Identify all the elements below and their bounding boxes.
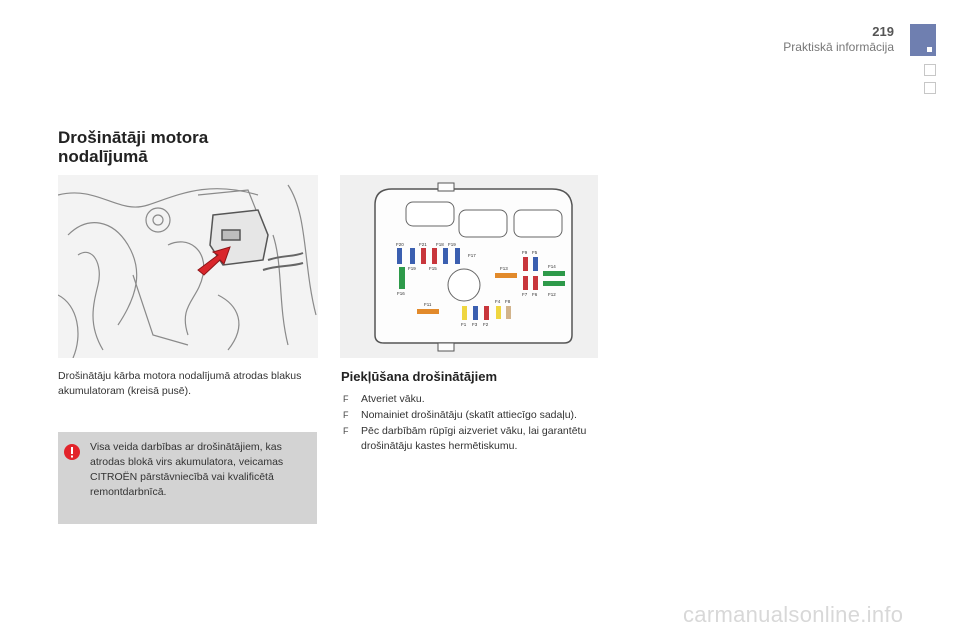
svg-text:F17: F17 xyxy=(468,253,476,258)
svg-text:F12: F12 xyxy=(548,292,556,297)
svg-text:F13: F13 xyxy=(500,266,508,271)
exclamation-icon xyxy=(64,444,80,460)
svg-text:F19: F19 xyxy=(448,242,456,247)
svg-text:F3: F3 xyxy=(472,322,478,327)
chapter-marker-box xyxy=(924,64,936,76)
svg-text:F14: F14 xyxy=(548,264,556,269)
access-heading: Piekļūšana drošinātājiem xyxy=(341,369,498,384)
svg-text:F19: F19 xyxy=(408,266,416,271)
bullet-icon: F xyxy=(343,410,349,420)
svg-text:F7: F7 xyxy=(522,292,528,297)
access-steps xyxy=(341,392,591,455)
svg-text:F15: F15 xyxy=(429,266,437,271)
chapter-marker-box xyxy=(924,82,936,94)
page-title: Drošinātāji motora nodalījumā xyxy=(58,128,209,166)
svg-text:F18: F18 xyxy=(436,242,444,247)
tab-marker xyxy=(927,47,932,52)
fuse-box-diagram xyxy=(340,175,598,358)
warning-text: Visa veida darbības ar drošinātājiem, kas atrodas blokā virs akumulatora, veicamas CITROËN pārstāvniecībā vai kvalificētā remontdarbnīcā. xyxy=(90,441,284,498)
svg-text:F4: F4 xyxy=(495,299,501,304)
page-number: 219 xyxy=(872,24,894,39)
photo-caption: Drošinātāju kārba motora nodalījumā atrodas blakus akumulatoram (kreisā pusē). xyxy=(58,370,302,397)
list-item: F Atveriet vāku. xyxy=(343,393,425,405)
bullet-icon: F xyxy=(343,394,349,404)
svg-text:F6: F6 xyxy=(532,292,538,297)
watermark: carmanualsonline.info xyxy=(683,602,904,627)
svg-text:F20: F20 xyxy=(396,242,404,247)
svg-text:F9: F9 xyxy=(522,250,528,255)
svg-text:F1: F1 xyxy=(461,322,467,327)
svg-text:F5: F5 xyxy=(532,250,538,255)
chapter-tab xyxy=(910,24,936,56)
list-item: F Pēc darbībām rūpīgi aizveriet vāku, lai garantētu drošinātāju kastes hermētiskumu. xyxy=(343,425,587,452)
list-item: F Nomainiet drošinātāju (skatīt attiecīgo sadaļu). xyxy=(343,409,577,421)
bullet-icon: F xyxy=(343,426,349,436)
svg-text:F21: F21 xyxy=(419,242,427,247)
engine-photo xyxy=(58,175,318,358)
section-title: Praktiskā informācija xyxy=(783,40,894,54)
svg-text:F16: F16 xyxy=(397,291,405,296)
svg-text:F11: F11 xyxy=(424,302,432,307)
svg-text:F2: F2 xyxy=(483,322,489,327)
svg-text:F8: F8 xyxy=(505,299,511,304)
